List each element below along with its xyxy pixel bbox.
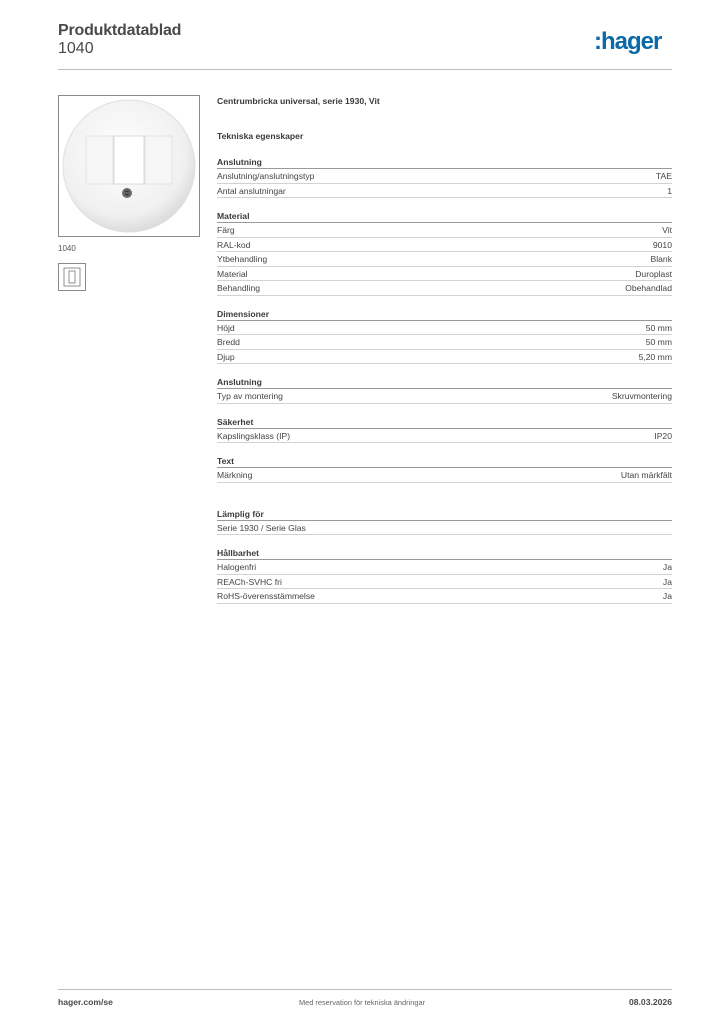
spec-section — [217, 455, 672, 483]
spec-row — [217, 281, 672, 296]
footer-divider — [58, 989, 672, 990]
spec-label: RoHS-överensstämmelse — [217, 591, 315, 601]
spec-value: Ja — [662, 591, 672, 601]
spec-row — [217, 560, 672, 575]
spec-sections — [217, 156, 672, 604]
spec-row — [217, 169, 672, 184]
spec-label: Djup — [217, 351, 235, 362]
product-name: Centrumbricka universal, serie 1930, Vit — [217, 96, 380, 106]
spec-label: Anslutning/anslutningstyp — [217, 171, 315, 181]
spec-section — [217, 508, 672, 536]
image-caption: 1040 — [58, 244, 76, 253]
section-heading: Hållbarhet — [217, 547, 672, 560]
section-heading: Material — [217, 210, 672, 223]
spec-row — [217, 252, 672, 267]
spec-row — [217, 223, 672, 238]
thumbnail-icon[interactable] — [58, 263, 86, 291]
section-heading: Säkerhet — [217, 416, 672, 429]
spec-label: Typ av montering — [217, 391, 283, 401]
spec-value: 1 — [667, 185, 672, 196]
content — [217, 95, 672, 604]
spec-row — [217, 267, 672, 282]
spec-value: IP20 — [654, 430, 672, 441]
spec-label: Material — [217, 268, 248, 279]
spec-value: TAE — [655, 171, 672, 181]
spec-section — [217, 308, 672, 365]
spec-label: Höjd — [217, 322, 235, 333]
footer-date: 08.03.2026 — [628, 997, 672, 1007]
spec-row — [217, 335, 672, 350]
spec-row — [217, 468, 672, 483]
svg-text::hager: :hager — [594, 28, 662, 55]
spec-row — [217, 238, 672, 253]
spec-value: Skruvmontering — [611, 391, 672, 401]
spec-section — [217, 376, 672, 404]
spec-row — [217, 429, 672, 444]
spec-row — [217, 521, 672, 536]
cover-plate-image — [59, 96, 199, 236]
spec-value: 5,20 mm — [638, 351, 672, 362]
technical-properties-title: Tekniska egenskaper — [217, 131, 304, 141]
spec-section — [217, 416, 672, 444]
spec-label: Märkning — [217, 470, 253, 480]
spec-value: 50 mm — [645, 337, 672, 347]
spec-value: Blank — [650, 254, 672, 264]
spec-value: 9010 — [652, 239, 672, 250]
section-heading: Anslutning — [217, 156, 672, 169]
section-heading: Dimensioner — [217, 308, 672, 321]
spec-label: RAL-kod — [217, 239, 251, 250]
spec-section — [217, 547, 672, 604]
section-heading: Anslutning — [217, 376, 672, 389]
footer-disclaimer: Med reservation för tekniska ändringar — [298, 998, 426, 1007]
section-heading: Text — [217, 455, 672, 468]
spec-value: Utan märkfält — [620, 470, 672, 480]
spec-row — [217, 389, 672, 404]
spec-row — [217, 350, 672, 365]
product-number: 1040 — [58, 40, 94, 57]
spec-section — [217, 210, 672, 296]
footer-website[interactable]: hager.com/se — [58, 997, 113, 1007]
spec-label: Serie 1930 / Serie Glas — [217, 522, 306, 533]
spec-value: Duroplast — [635, 268, 672, 279]
spec-label: REACh-SVHC fri — [217, 576, 282, 587]
spec-label: Ytbehandling — [217, 254, 268, 264]
spec-value: Ja — [662, 576, 672, 587]
spec-row — [217, 321, 672, 336]
product-image — [58, 95, 200, 237]
spec-label: Bredd — [217, 337, 240, 347]
header-divider — [58, 69, 672, 70]
spec-label: Kapslingsklass (IP) — [217, 430, 291, 441]
spec-value: Vit — [662, 225, 672, 235]
spec-value: Obehandlad — [625, 283, 672, 293]
spec-row — [217, 184, 672, 199]
spec-label: Halogenfri — [217, 562, 257, 572]
spec-value: 50 mm — [645, 322, 672, 333]
section-heading: Lämplig för — [217, 508, 672, 521]
spec-label: Behandling — [217, 283, 261, 293]
spec-label: Färg — [217, 225, 235, 235]
spec-label: Antal anslutningar — [217, 185, 286, 196]
spec-section — [217, 156, 672, 198]
hager-logo — [594, 28, 674, 56]
spec-row — [217, 589, 672, 604]
page-title: Produktdatablad — [58, 22, 182, 39]
spec-row — [217, 575, 672, 590]
spec-value: Ja — [662, 562, 672, 572]
